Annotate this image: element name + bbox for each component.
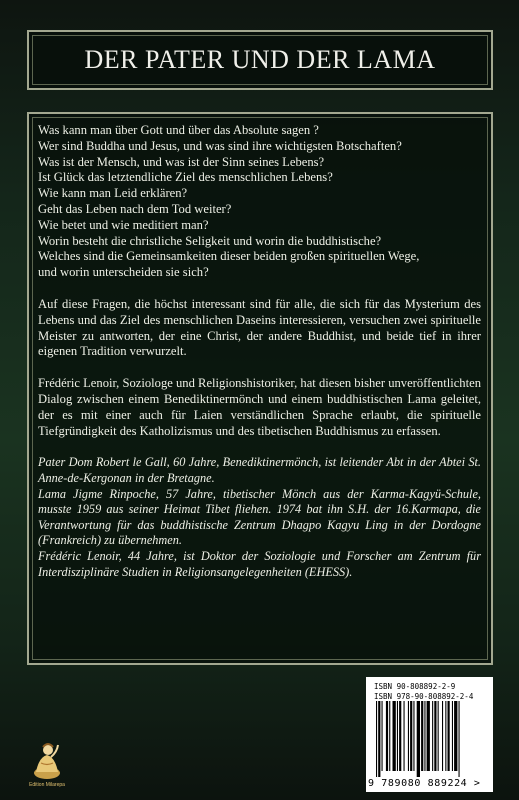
- blurb-box: [27, 112, 493, 665]
- barcode-icon: [370, 701, 489, 777]
- question-item: und worin unterscheiden sie sich?: [38, 265, 209, 280]
- publisher-logo: [27, 735, 67, 791]
- publisher-name: Edition Milarepa: [29, 782, 65, 788]
- isbn-10: ISBN 90-808892-2-9: [374, 682, 456, 691]
- barcode-panel: [366, 677, 493, 792]
- author-paragraph: Frédéric Lenoir, Soziologe und Religionshistoriker, hat diesen bisher unveröffentlichten Dialog zwischen einem Benediktinermönch und einem buddhistischen Lama geleitet, der es mit einer auch für Laien verständlichen Sprache erlaubt, die spirituelle Tiefgründigkeit des Katholizismus und des tibetischen Buddhismus zu erfassen.: [38, 376, 481, 438]
- questions-list: [38, 123, 481, 281]
- bio-frederic-lenoir: Frédéric Lenoir, 44 Jahre, ist Doktor der Soziologie und Forscher am Zentrum für Interdisziplinäre Studien in Religionsangelegenheiten (EHESS).: [38, 548, 481, 579]
- question-item: Was ist der Mensch, und was ist der Sinn seines Lebens?: [38, 154, 325, 169]
- book-title: DER PATER UND DER LAMA: [84, 45, 436, 74]
- question-item: Wer sind Buddha und Jesus, und was sind ihre wichtigsten Botschaften?: [38, 138, 402, 153]
- question-item: Wie betet und wie meditiert man?: [38, 217, 209, 232]
- milarepa-figure-icon: [27, 735, 67, 781]
- question-item: Worin besteht die christliche Seligkeit und worin die buddhistische?: [38, 233, 382, 248]
- title-box: [27, 30, 493, 90]
- question-item: Welches sind die Gemeinsamkeiten dieser beiden großen spirituellen Wege,: [38, 249, 420, 264]
- question-item: Geht das Leben nach dem Tod weiter?: [38, 201, 232, 216]
- author-bios: [38, 455, 481, 580]
- question-item: Wie kann man Leid erklären?: [38, 186, 188, 201]
- question-item: Was kann man über Gott und über das Absolute sagen ?: [38, 123, 319, 137]
- bio-robert-le-gall: Pater Dom Robert le Gall, 60 Jahre, Benediktinermönch, ist leitender Abt in der Abtei St. Anne-de-Kergonan in der Bretagne.: [38, 455, 481, 485]
- question-item: Ist Glück das letztendliche Ziel des menschlichen Lebens?: [38, 170, 333, 185]
- intro-paragraph: Auf diese Fragen, die höchst interessant sind für alle, die sich für das Mysterium des Lebens und das Ziel des menschlichen Daseins interessieren, versuchen zwei spirituelle Meister zu antworten, der eine Christ, der andere Buddhist, und beide tief in ihrer eigenen Tradition verwurzelt.: [38, 296, 481, 359]
- isbn-13: ISBN 978-90-808892-2-4: [374, 692, 474, 701]
- bio-jigme-rinpoche: Lama Jigme Rinpoche, 57 Jahre, tibetischer Mönch aus der Karma-Kagyü-Schule, musste 1959 aus seiner Heimat Tibet fliehen. 1974 bat ihn S.H. der 16.Karmapa, die Verantwortung für das buddhistische Zentrum Dhagpo Kagyu Ling in der Dordogne (Frankreich) zu übernehmen.: [38, 486, 481, 548]
- barcode-digits: 9 789080 889224 >: [368, 778, 481, 789]
